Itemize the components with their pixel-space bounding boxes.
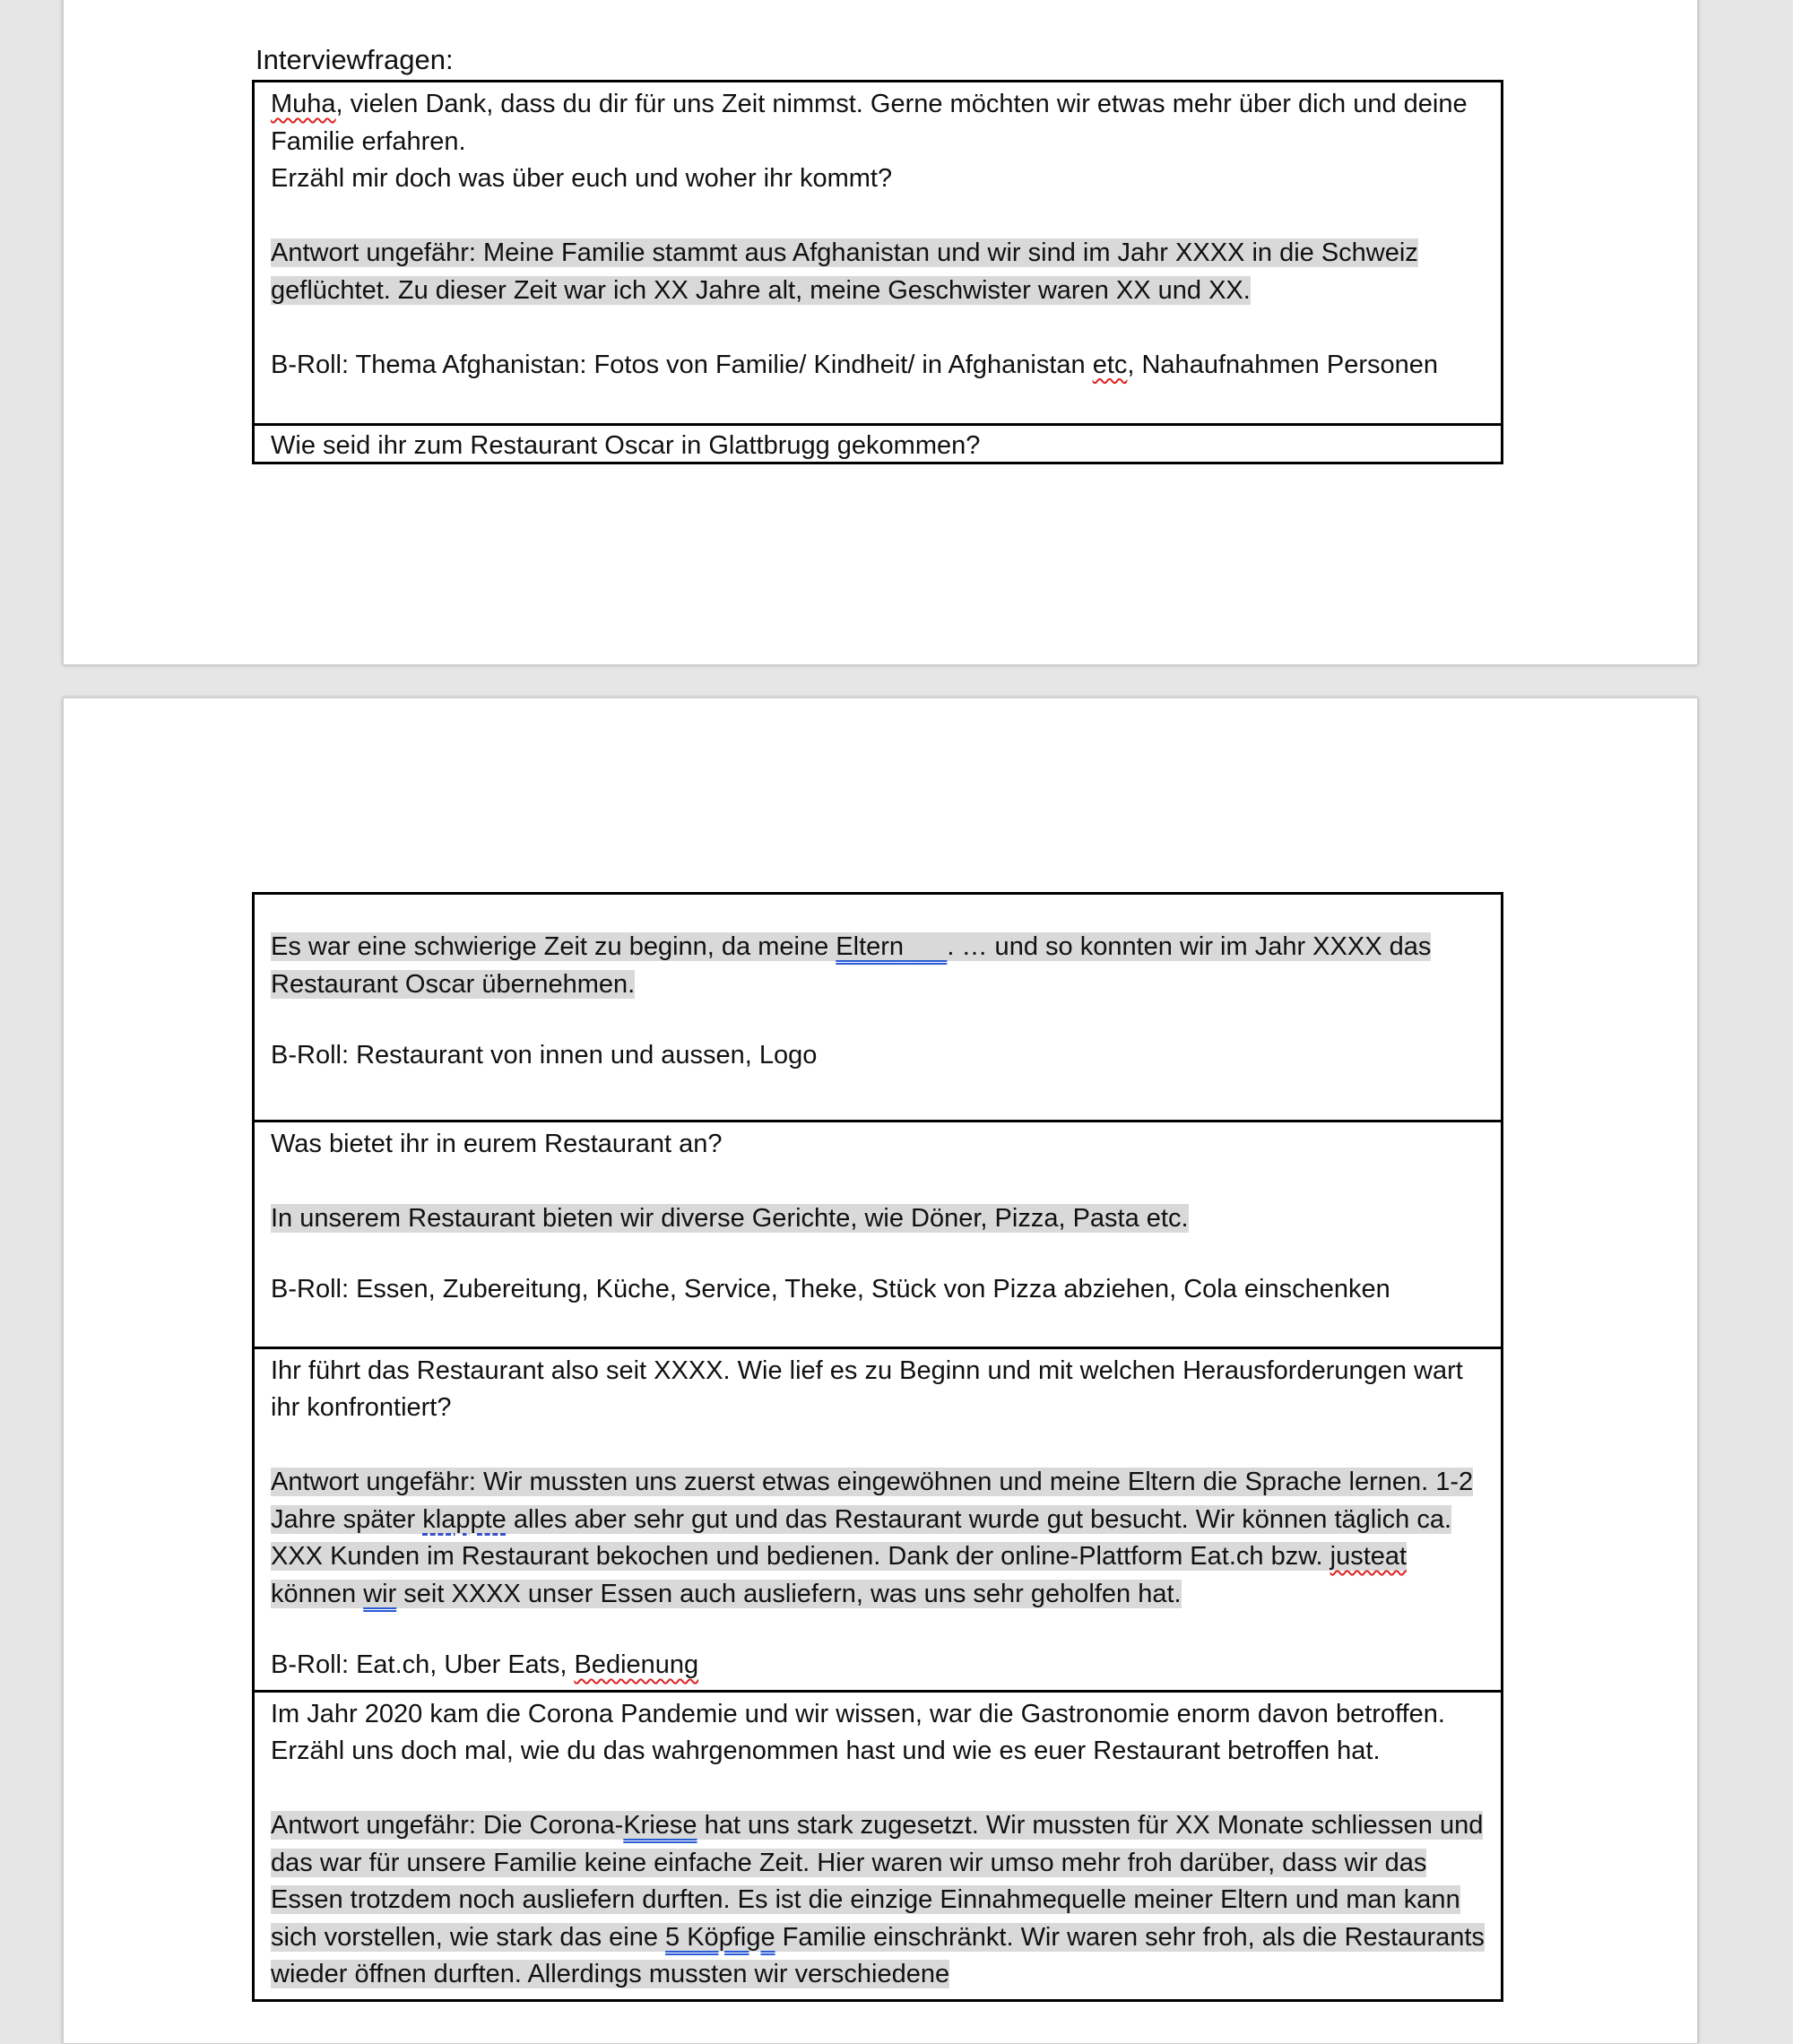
spelling-flag[interactable]: justeat	[1330, 1542, 1408, 1571]
table-row[interactable]	[255, 1347, 1501, 1690]
answer-text: Antwort ungefähr: Wir mussten uns zuerst etwas eingewöhnen und meine Eltern die Sprache lernen. 1-2 Jahre später klappte alles aber sehr gut und das Restaurant wurde gut besucht. Wir können täglich ca. XXX Kunden im Restaurant bekochen und bedienen. Dank der online-Plattform Eat.ch bzw. justeat können wir seit XXXX unser Essen auch ausliefern, was uns sehr geholfen hat.	[271, 1468, 1474, 1608]
question-text: Im Jahr 2020 kam die Corona Pandemie und wir wissen, war die Gastronomie enorm davon betroffen. Erzähl uns doch mal, wie du das wahrgenommen hast und wie es euer Restaurant betroffen hat.	[271, 1699, 1445, 1765]
table-row[interactable]	[255, 423, 1501, 462]
interview-table-2	[252, 892, 1503, 2002]
question-text-2: Erzähl mir doch was über euch und woher ihr kommt?	[271, 164, 893, 193]
broll-text: B-Roll: Essen, Zubereitung, Küche, Service, Theke, Stück von Pizza abziehen, Cola einschenken	[271, 1275, 1390, 1303]
grammar-flag[interactable]: 5 Köpfige	[665, 1922, 775, 1952]
grammar-flag[interactable]: Kriese	[623, 1811, 697, 1840]
page-heading: Interviewfragen:	[256, 44, 454, 75]
spelling-flag[interactable]: Bedienung	[574, 1650, 699, 1679]
table-row[interactable]	[255, 1120, 1501, 1347]
document-page-2	[63, 697, 1698, 2044]
grammar-flag[interactable]: wir	[363, 1579, 397, 1608]
question-text: Ihr führt das Restaurant also seit XXXX. Wie lief es zu Beginn und mit welchen Herausforderungen wart ihr konfrontiert?	[271, 1355, 1463, 1422]
broll-text: B-Roll: Restaurant von innen und aussen, Logo	[271, 1041, 818, 1070]
answer-text: In unserem Restaurant bieten wir diverse Gerichte, wie Döner, Pizza, Pasta etc.	[271, 1203, 1189, 1233]
grammar-flag[interactable]: klappte	[422, 1504, 507, 1534]
spelling-flag[interactable]: etc	[1092, 350, 1128, 379]
interview-table-1	[252, 80, 1503, 464]
question-text: Muha, vielen Dank, dass du dir für uns Zeit nimmst. Gerne möchten wir etwas mehr über dich und deine Familie erfahren.	[271, 90, 1468, 156]
question-text: Wie seid ihr zum Restaurant Oscar in Glattbrugg gekommen?	[271, 431, 981, 460]
spelling-flag[interactable]: Muha	[271, 90, 336, 118]
table-row[interactable]	[255, 895, 1501, 1120]
answer-text: Antwort ungefähr: Meine Familie stammt aus Afghanistan und wir sind im Jahr XXXX in die Schweiz geflüchtet. Zu dieser Zeit war ich XX Jahre alt, meine Geschwister waren XX und XX.	[271, 238, 1418, 305]
question-text: Was bietet ihr in eurem Restaurant an?	[271, 1129, 723, 1158]
table-row[interactable]	[255, 1690, 1501, 1999]
answer-text: Antwort ungefähr: Die Corona-Kriese hat uns stark zugesetzt. Wir mussten für XX Monate schliessen und das war für unsere Familie keine einfache Zeit. Hier waren wir umso mehr froh darüber, dass wir das Essen trotzdem noch ausliefern durften. Es ist die einzige Einnahmequelle meiner Eltern und man kann sich vorstellen, wie stark das eine 5 Köpfige Familie einschränkt. Wir waren sehr froh, als die Restaurants wieder öffnen durften. Allerdings mussten wir verschiedene	[271, 1811, 1485, 1988]
table-row[interactable]	[255, 82, 1501, 423]
answer-text: Es war eine schwierige Zeit zu beginn, da meine Eltern . … und so konnten wir im Jahr XXXX das Restaurant Oscar übernehmen.	[271, 932, 1432, 999]
grammar-flag[interactable]: Eltern	[836, 932, 905, 961]
document-page-1	[63, 0, 1698, 665]
broll-text: B-Roll: Thema Afghanistan: Fotos von Familie/ Kindheit/ in Afghanistan etc, Nahaufnahmen Personen	[271, 350, 1439, 379]
broll-text: B-Roll: Eat.ch, Uber Eats, Bedienung	[271, 1650, 699, 1679]
